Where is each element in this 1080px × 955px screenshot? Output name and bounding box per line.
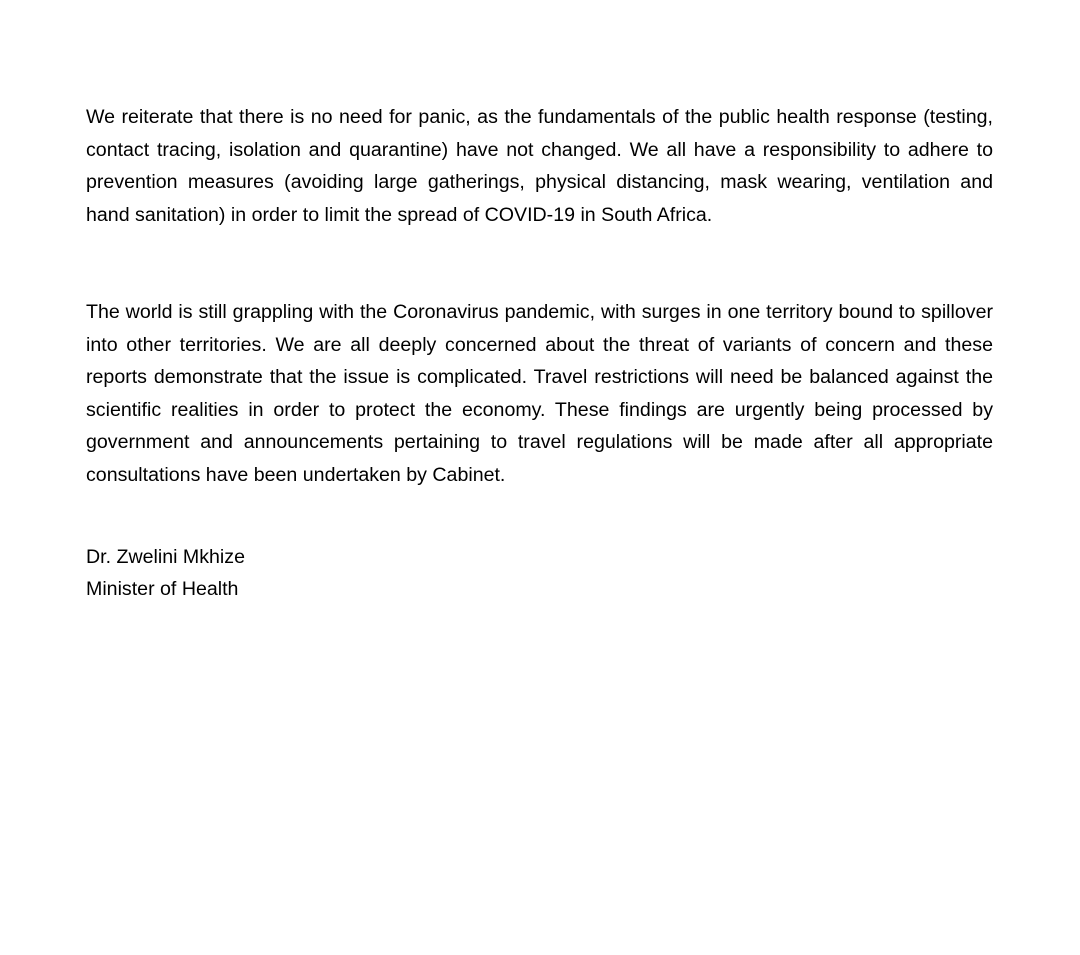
document-page <box>86 101 993 605</box>
paragraph-travel-restrictions: The world is still grappling with the Coronavirus pandemic, with surges in one territory bound to spillover into other territories. We are all deeply concerned about the threat of variants of concern and these reports demonstrate that the issue is complicated. Travel restrictions will need be balanced against the scientific realities in order to protect the economy. These findings are urgently being processed by government and announcements pertaining to travel regulations will be made after all appropriate consultations have been undertaken by Cabinet. <box>86 301 993 486</box>
signatory-title: Minister of Health <box>86 578 239 600</box>
paragraph-reassurance: We reiterate that there is no need for panic, as the fundamentals of the public health response (testing, contact tracing, isolation and quarantine) have not changed. We all have a responsibility to adhere to prevention measures (avoiding large gatherings, physical distancing, mask wearing, ventilation and hand sanitation) in order to limit the spread of COVID-19 in South Africa. <box>86 106 993 226</box>
signature-block <box>86 541 993 605</box>
signatory-name: Dr. Zwelini Mkhize <box>86 546 245 568</box>
